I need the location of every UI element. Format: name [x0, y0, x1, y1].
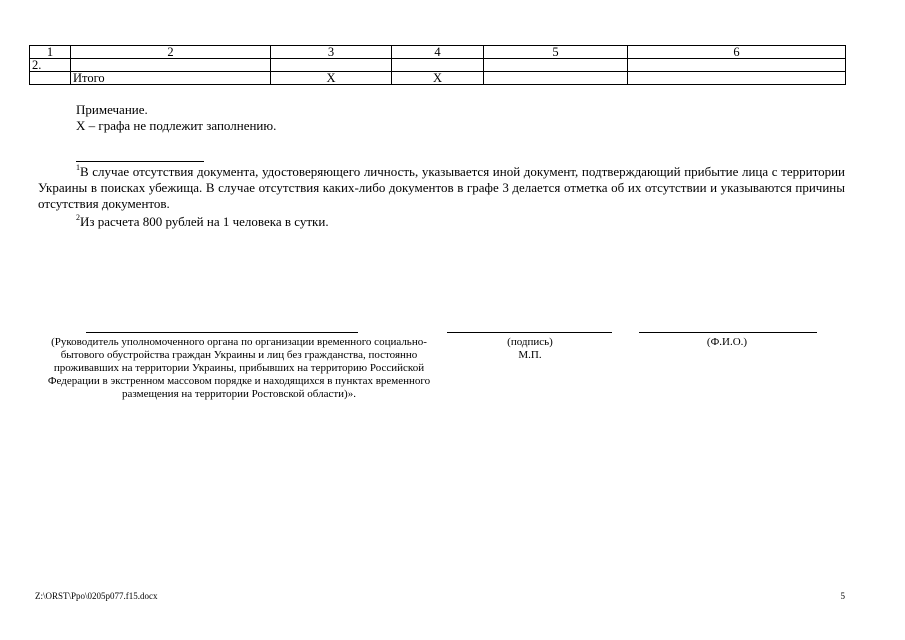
file-path: Z:\ORST\Ppo\0205p077.f15.docx — [35, 591, 158, 601]
name-line — [639, 332, 817, 333]
footnote-1-text: В случае отсутствия документа, удостоверяющего личность, указывается иной документ, подтверждающий прибытие лица с территории Украины в поисках убежища. В случае отсутствия каких-либо документов в графе 3 делается отметка об их отсутствии и указываются причины отсутствия документов. — [38, 164, 845, 211]
signature-caption: (подпись) — [507, 336, 553, 348]
footnote-2-text: Из расчета 800 рублей на 1 человека в сутки. — [80, 214, 329, 229]
table-cell — [628, 59, 846, 72]
table-cell — [30, 72, 71, 85]
table-cell — [271, 59, 392, 72]
footnote-2 — [76, 214, 845, 230]
table-cell — [628, 72, 846, 85]
footnote-1-mark: 1 — [76, 163, 80, 172]
table-cell: Х — [271, 72, 392, 85]
head-signature-line — [86, 332, 358, 333]
table-cell: 2. — [30, 59, 71, 72]
page-number: 5 — [840, 591, 845, 601]
table-cell — [392, 59, 484, 72]
table-row-total — [30, 72, 846, 85]
table-header-row — [30, 46, 846, 59]
table-header-cell: 6 — [628, 46, 846, 59]
data-table — [29, 45, 846, 85]
footnote-2-mark: 2 — [76, 213, 80, 222]
footnote-separator — [76, 161, 204, 162]
table-cell — [484, 72, 628, 85]
table-header-cell: 4 — [392, 46, 484, 59]
table-cell — [71, 59, 271, 72]
note-title: Примечание. — [76, 102, 148, 117]
footnote-1 — [38, 164, 845, 212]
table-header-cell: 1 — [30, 46, 71, 59]
table-cell — [484, 59, 628, 72]
signature-line — [447, 332, 612, 333]
table-row — [30, 59, 846, 72]
table-cell: Х — [392, 72, 484, 85]
name-caption: (Ф.И.О.) — [706, 336, 748, 348]
stamp-label: М.П. — [518, 349, 542, 361]
note-text: Х – графа не подлежит заполнению. — [76, 118, 277, 133]
table-cell: Итого — [71, 72, 271, 85]
table-header-cell: 3 — [271, 46, 392, 59]
table-header-cell: 2 — [71, 46, 271, 59]
table-header-cell: 5 — [484, 46, 628, 59]
head-caption: (Руководитель уполномоченного органа по организации временного социально-бытового обустройства граждан Украины и лиц без гражданства, постоянно проживавших на территории Украины, прибывших на территорию Российской Федерации в экстренном массовом порядке и находящихся в пунктах временного размещения на территории Ростовской области)». — [47, 336, 431, 400]
